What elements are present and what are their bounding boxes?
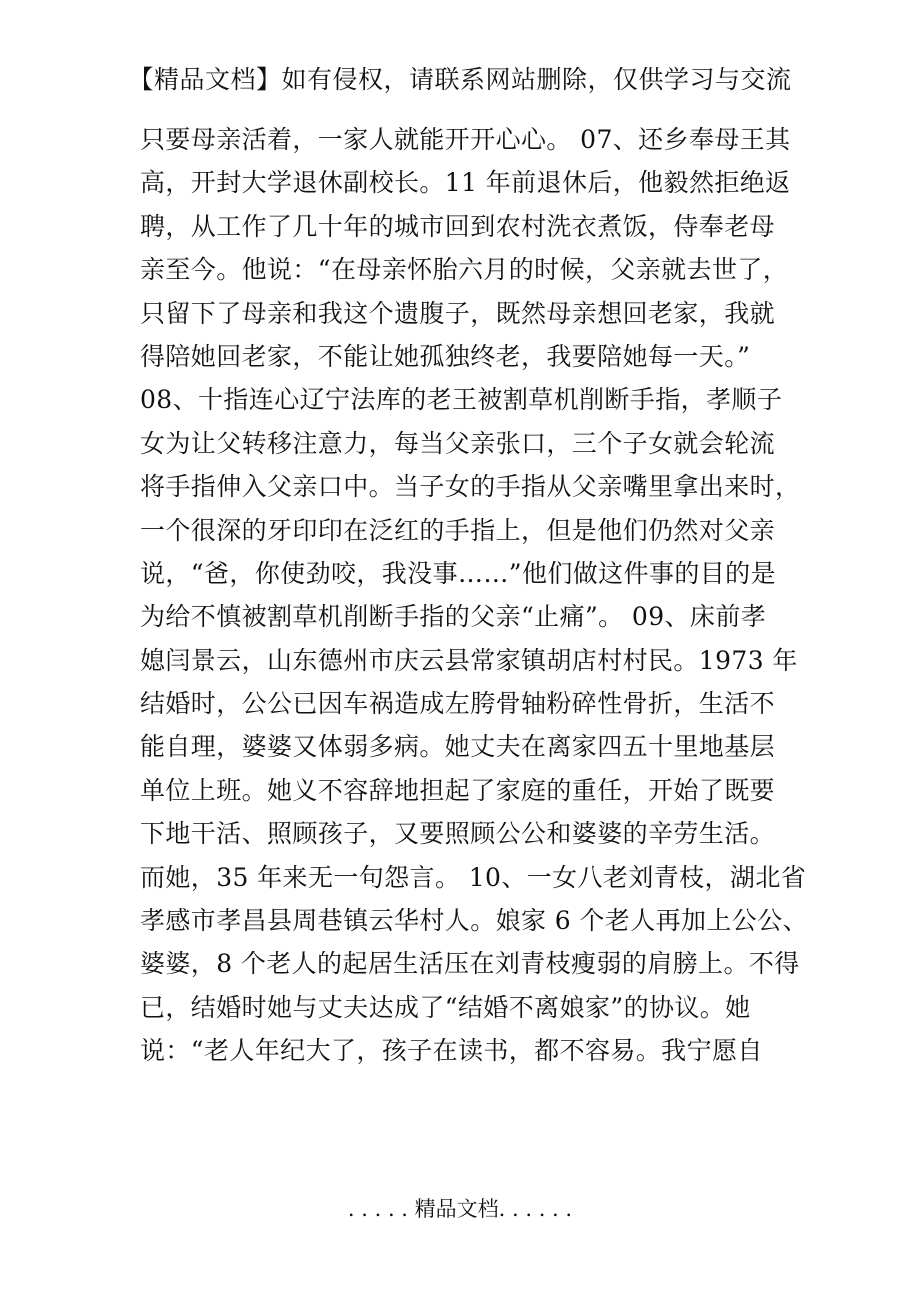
page-header: 【精品文档】如有侵权，请联系网站删除，仅供学习与交流 [128,65,792,94]
text-line: 一个很深的牙印印在泛红的手指上，但是他们仍然对父亲 [140,515,776,545]
text-line: 将手指伸入父亲口中。当子女的手指从父亲嘴里拿出来时， [140,472,801,502]
text-line: 结婚时，公公已因车祸造成左胯骨轴粉碎性骨折，生活不 [140,689,776,719]
text-line: 得陪她回老家，不能让她孤独终老，我要陪她每一天。” [140,341,751,371]
text-line: 高，开封大学退休副校长。11 年前退休后，他毅然拒绝返 [140,168,791,198]
text-line: 只要母亲活着，一家人就能开开心心。 07、还乡奉母王其 [140,125,791,154]
text-line: 聘，从工作了几十年的城市回到农村洗衣煮饭，侍奉老母 [140,211,776,241]
text-line: 已，结婚时她与丈夫达成了“结婚不离娘家”的协议。她 [140,992,751,1022]
document-body [140,118,809,1073]
text-line: 而她，35 年来无一句怨言。 10、一女八老刘青枝，湖北省 [140,862,807,892]
text-line: 说：“老人年纪大了，孩子在读书，都不容易。我宁愿自 [140,1036,763,1066]
text-line: 为给不慎被割草机削断手指的父亲“止痛”。 09、床前孝 [140,602,767,632]
text-line: 婆婆，8 个老人的起居生活压在刘青枝瘦弱的肩膀上。不得 [140,949,800,979]
text-line: 媳闫景云，山东德州市庆云县常家镇胡店村村民。1973 年 [140,645,798,675]
text-line: 女为让父转移注意力，每当父亲张口，三个子女就会轮流 [140,428,776,458]
text-line: 孝感市孝昌县周巷镇云华村人。娘家 6 个老人再加上公公、 [140,906,809,936]
text-line: 说，“爸，你使劲咬，我没事……”他们做这件事的目的是 [140,558,776,588]
text-line: 亲至今。他说：“在母亲怀胎六月的时候，父亲就去世了， [140,255,789,285]
page-footer: . . . . . 精品文档. . . . . . [347,1197,573,1221]
text-line: 下地干活、照顾孩子，又要照顾公公和婆婆的辛劳生活。 [140,819,776,849]
text-line: 只留下了母亲和我这个遗腹子，既然母亲想回老家，我就 [140,298,776,328]
text-line: 08、十指连心辽宁法库的老王被割草机削断手指，孝顺子 [140,385,783,415]
text-line: 能自理，婆婆又体弱多病。她丈夫在离家四五十里地基层 [140,732,776,762]
text-line: 单位上班。她义不容辞地担起了家庭的重任，开始了既要 [140,775,776,805]
